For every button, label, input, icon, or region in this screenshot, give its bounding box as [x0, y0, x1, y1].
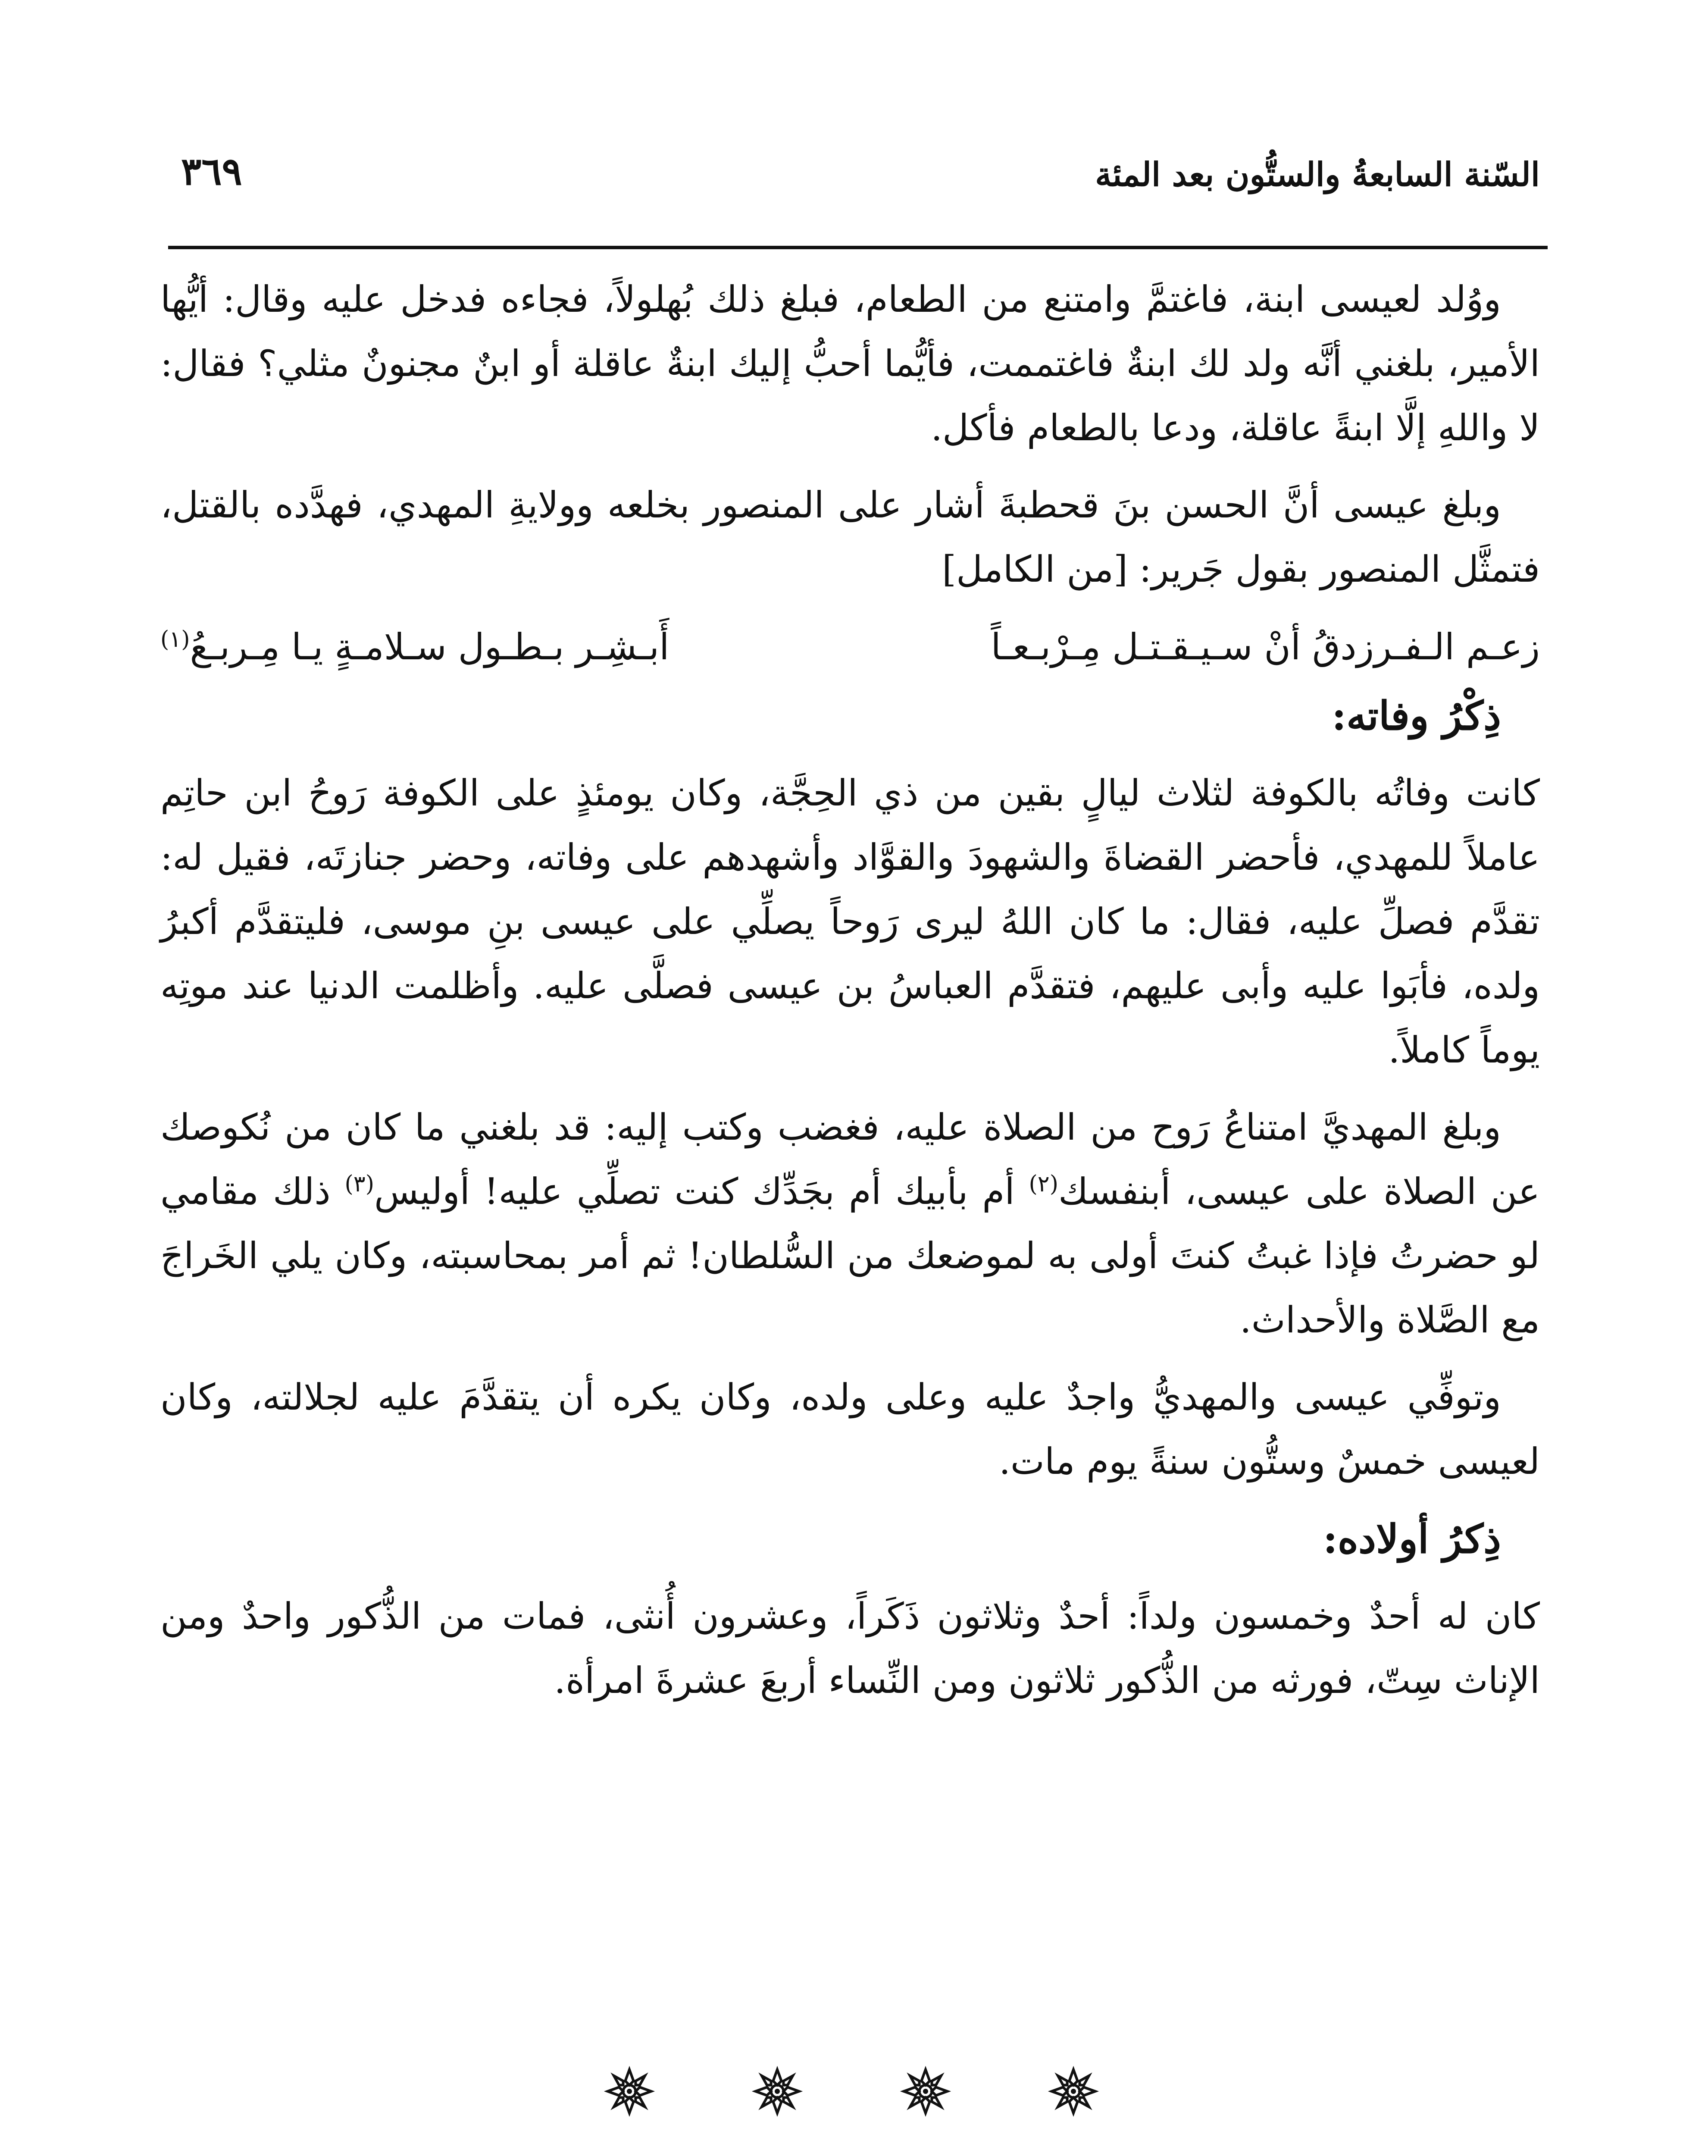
footnote-ref-3: (٣): [344, 1171, 375, 1197]
paragraph-children: كان له أحدٌ وخمسون ولداً: أحدٌ وثلاثون ذَكَراً، وعشرون أُنثى، فمات من الذُّكور واحدٌ ومن الإناث سِتّ، فورثه من الذُّكور ثلاثون ومن النِّساء أربعَ عشرةَ امرأة.: [160, 1595, 1540, 1702]
paragraph-bahlul: ووُلد لعيسى ابنة، فاغتمَّ وامتنع من الطعام، فبلغ ذلك بُهلولاً، فجاءه فدخل عليه وقال: أيُّها الأمير، بلغني أنَّه ولد لك ابنةٌ فاغتممت، فأيُّما أحبُّ إليك ابنةٌ عاقلة أو ابنٌ مجنونٌ مثلي؟ فقال: لا واللهِ إلَّا ابنةً عاقلة، ودعا بالطعام فأكل.: [160, 278, 1540, 449]
verse-second-hemistich-wrap: [160, 614, 669, 679]
header-rule: [168, 246, 1548, 249]
ornament-row: [604, 2057, 1099, 2126]
poetry-verse: [160, 614, 1540, 679]
footnote-ref-1: (١): [160, 627, 190, 652]
running-title: السّنة السابعةُ والستُّون بعد المئة: [1095, 155, 1540, 194]
paragraph-hasan-qahtaba: [160, 473, 1540, 602]
floral-ornament-icon: [900, 2065, 951, 2117]
footnote-ref-2: (٢): [1029, 1171, 1059, 1197]
paragraph-hasan-qahtaba-text: وبلغ عيسى أنَّ الحسن بنَ قحطبةَ أشار على المنصور بخلعه وولايةِ المهدي، فهدَّده بالقتل، فتمثَّل المنصور بقول جَرير:: [160, 484, 1540, 590]
verse-first-hemistich: زعـم الـفـرزدقُ أنْ سـيـقـتـل مِـرْبـعـاً: [991, 626, 1540, 668]
floral-ornament-icon: [1048, 2065, 1099, 2117]
meter-label: [من الكامل]: [942, 548, 1128, 590]
heading-children: ذِكرُ أولاده:: [1323, 1516, 1501, 1562]
paragraph-mahdi-letter-a: وبلغ المهديَّ امتناعُ رَوح من الصلاة عليه، فغضب وكتب إليه: قد بلغني ما كان من نُكوصك عن الصلاة على عيسى، أبنفسك: [160, 1106, 1540, 1213]
paragraph-mahdi-letter-c: ذلك مقامي لو حضرتُ فإذا غبتُ كنتَ أولى به لموضعك من السُّلطان! ثم أمر بمحاسبته، وكان يلي الخَراجَ مع الصَّلاة والأحداث.: [160, 1170, 1540, 1341]
floral-ornament-icon: [604, 2065, 655, 2117]
paragraph-mahdi-letter-b: أم بأبيك أم بجَدِّك كنت تصلِّي عليه! أوليس: [374, 1170, 1029, 1213]
paragraph-mahdi-letter: [160, 1095, 1540, 1352]
floral-ornament-icon: [751, 2065, 803, 2117]
heading-death: ذِكْرُ وفاته:: [1332, 693, 1501, 739]
main-text: [160, 267, 1540, 1726]
verse-second-hemistich: أَبـشِـر بـطـول سـلامـةٍ يـا مِـربـعُ: [190, 626, 669, 668]
paragraph-isa-age: وتوفِّي عيسى والمهديُّ واجدٌ عليه وعلى ولده، وكان يكره أن يتقدَّمَ عليه لجلالته، وكان لعيسى خمسٌ وستُّون سنةً يوم مات.: [160, 1376, 1540, 1482]
paragraph-death: كانت وفاتُه بالكوفة لثلاث ليالٍ بقين من ذي الحِجَّة، وكان يومئذٍ على الكوفة رَوحُ ابن حاتِم عاملاً للمهدي، فأحضر القضاةَ والشهودَ والقوَّاد وأشهدهم على وفاته، وحضر جنازتَه، فقيل له: تقدَّم فصلِّ عليه، فقال: ما كان اللهُ ليرى رَوحاً يصلِّي على عيسى بنِ موسى، فليتقدَّم أكبرُ ولده، فأبَوا عليه وأبى عليهم، فتقدَّم العباسُ بن عيسى فصلَّى عليه. وأظلمت الدنيا عند موتِه يوماً كاملاً.: [160, 772, 1540, 1071]
page-number: ٣٦٩: [181, 149, 242, 194]
